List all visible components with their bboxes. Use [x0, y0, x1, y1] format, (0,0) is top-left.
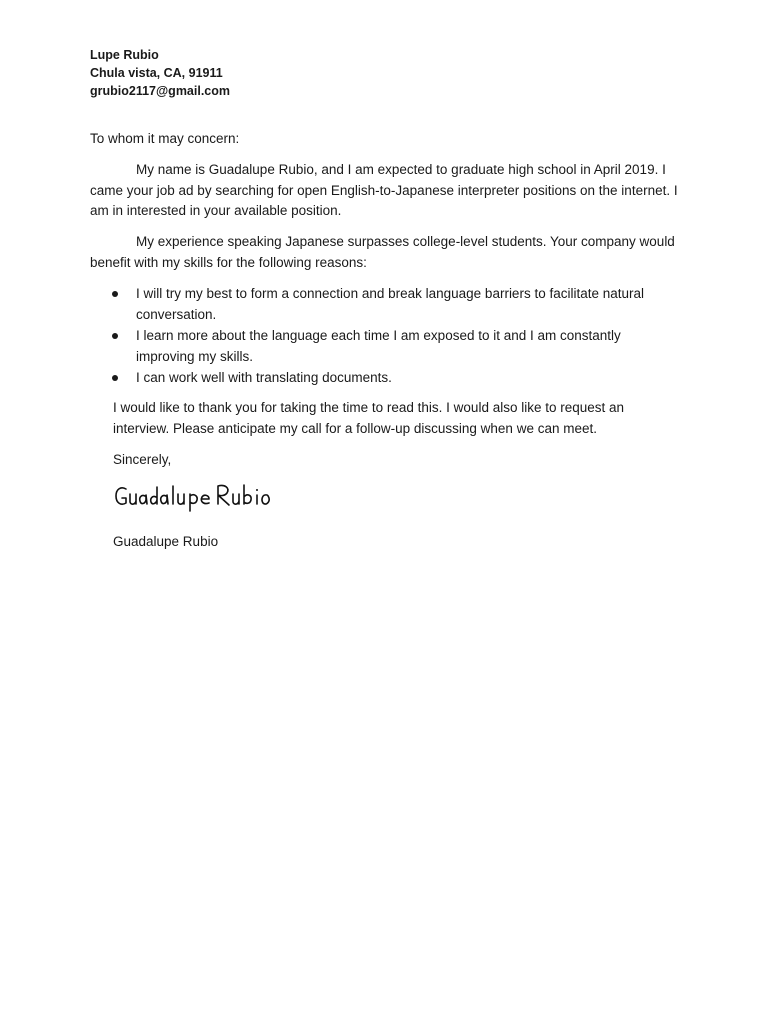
sender-block — [90, 46, 230, 100]
paragraph-experience: My experience speaking Japanese surpasses college-level students. Your company would benefit with my skills for the following reasons: — [90, 234, 675, 270]
salutation: To whom it may concern: — [90, 131, 240, 146]
bullet-icon — [112, 291, 118, 297]
handwritten-signature — [112, 478, 282, 518]
sender-email: grubio2117@gmail.com — [90, 84, 231, 98]
sender-name: Lupe Rubio — [90, 48, 159, 62]
sign-off: Sincerely, — [113, 452, 172, 467]
list-item — [90, 326, 680, 367]
list-item-text: I learn more about the language each time I am exposed to it and I am constantly improving my skills. — [136, 328, 621, 364]
paragraph-intro: My name is Guadalupe Rubio, and I am expected to graduate high school in April 2019. I came your job ad by searching for open English-to-Japanese interpreter positions on the internet. I am in interested in your available position. — [90, 162, 678, 218]
list-item-text: I will try my best to form a connection and break language barriers to facilitate natural conversation. — [136, 286, 645, 322]
list-item — [90, 284, 680, 325]
bullet-icon — [112, 375, 118, 381]
closing-paragraph: I would like to thank you for taking the time to read this. I would also like to request an interview. Please anticipate my call for a follow-up discussing when we can meet. — [113, 400, 625, 436]
list-item — [90, 368, 680, 389]
reasons-list — [90, 284, 680, 390]
sender-address: Chula vista, CA, 91911 — [90, 66, 223, 80]
list-item-text: I can work well with translating documents. — [136, 370, 392, 385]
bullet-icon — [112, 333, 118, 339]
printed-name: Guadalupe Rubio — [113, 534, 219, 549]
